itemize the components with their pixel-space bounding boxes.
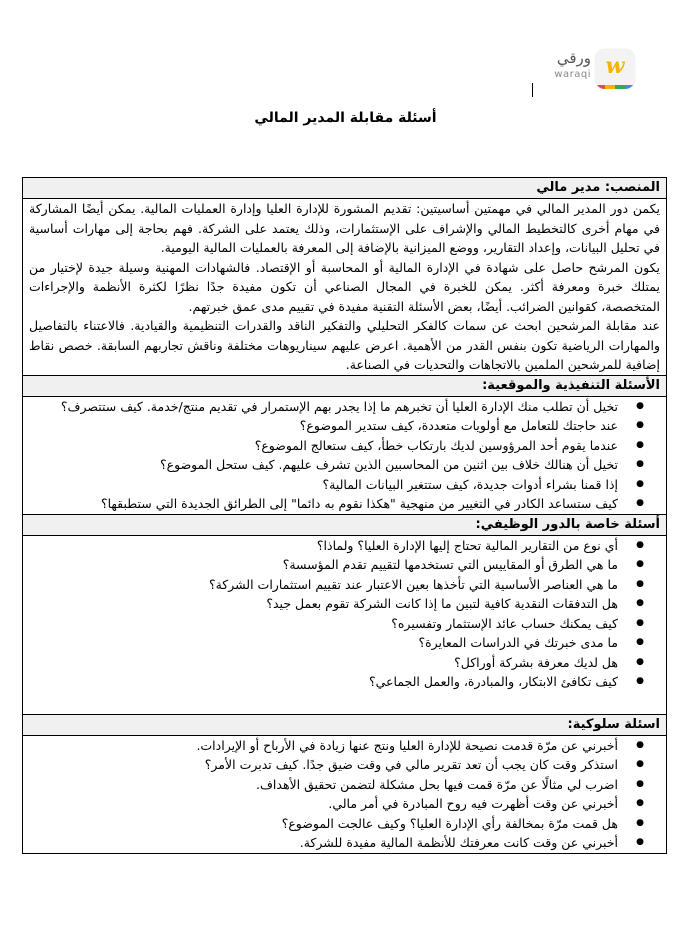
question-item: ● ما هي الطرق أو المقاييس التي تستخدمها لتقييم تقدم المؤسسة؟ bbox=[29, 555, 630, 575]
description-paragraph: يكمن دور المدير المالي في مهمتين أساسيتين: تقديم المشورة للإدارة العليا وإدارة العمليات المالية. يمكن أيضًا المشاركة في مهام أخرى كالتخطيط المالي والإشراف على الإستثمارات، وذلك يعتمد على الشركة. فهم بحاجة إلى مهارات أساسية في تحليل البيانات، وإعداد التقارير، ووضع الميزانية بالإضافة إلى المعرفة بالعمليات المالية اليومية. bbox=[29, 201, 660, 255]
question-list bbox=[29, 536, 660, 692]
section-body-situational bbox=[23, 396, 667, 514]
question-item: ● هل لديك معرفة بشركة أوراكل؟ bbox=[29, 653, 630, 673]
logo-letter: w bbox=[605, 53, 625, 79]
question-item: ● عندما يقوم أحد المرؤوسين لديك بارتكاب خطأ، كيف ستعالج الموضوع؟ bbox=[29, 436, 630, 456]
question-item: ● هل التدفقات النقدية كافية لتبين ما إذا كانت الشركة تقوم بعمل جيد؟ bbox=[29, 594, 630, 614]
question-item: ● أخبرني عن مرّة قدمت نصيحة للإدارة العليا ونتج عنها زيادة في الأرباح أو الإيرادات. bbox=[29, 736, 630, 756]
logo-name-arabic: ورقي bbox=[556, 49, 591, 67]
question-item: ● هل قمت مرّة بمخالفة رأي الإدارة العليا؟ وكيف عالجت الموضوع؟ bbox=[29, 814, 630, 834]
logo-color-bar bbox=[595, 85, 635, 89]
spacer bbox=[29, 692, 660, 714]
section-header-role-specific: أسئلة خاصة بالدور الوظيفي: bbox=[23, 514, 667, 535]
question-item: ● أخبرني عن وقت كانت معرفتك للأنظمة المالية مفيدة للشركة. bbox=[29, 833, 630, 853]
question-item: ● استذكر وقت كان يجب أن تعد تقرير مالي في وقت ضيق جدًا. كيف تدبرت الأمر؟ bbox=[29, 755, 630, 775]
question-item: ● إذا قمنا بشراء أدوات جديدة، كيف ستتغير البيانات المالية؟ bbox=[29, 475, 630, 495]
question-item: ● كيف تكافئ الابتكار، والمبادرة، والعمل الجماعي؟ bbox=[29, 672, 630, 692]
description-paragraph: يكون المرشح حاصل على شهادة في الإدارة المالية أو المحاسبة أو الإقتصاد. فالشهادات المهنية وسيلة جيدة لإختيار من يمتلك خبرة ومعرفة أكثر. يمكن للخبرة في المجال الصناعي أن تكون مفيدة جدًا نظرًا لكثرة الأنظمة والإجراءات المتخصصة، كقوانين الضرائب. أيضًا، بعض الأسئلة التقنية مفيدة في تقييم مدى عمق خبرتهم. bbox=[29, 259, 660, 314]
document-title: أسئلة مقابلة المدير المالي bbox=[254, 110, 437, 126]
description-paragraph: عند مقابلة المرشحين ابحث عن سمات كالفكر التحليلي والتفكير الناقد والقدرات التنظيمية والقيادية. فالاعتناء بالتفاصيل والمهارات الرياضية تكون بنفس القدر من الأهمية. اعرض عليهم سيناريوهات مختلفة وناقش تجاربهم السابقة. خصص نقاط إضافية للمرشحين الملمين بالاتجاهات والتحديات في الصناعة. bbox=[29, 318, 660, 372]
question-list bbox=[29, 397, 660, 514]
logo-name-english: waraqi bbox=[554, 69, 591, 80]
position-header: المنصب: مدير مالي bbox=[23, 178, 667, 199]
question-item: ● عند حاجتك للتعامل مع أولويات متعددة، كيف ستدير الموضوع؟ bbox=[29, 416, 630, 436]
section-body-role-specific bbox=[23, 535, 667, 714]
question-item: ● ما هي العناصر الأساسية التي تأخذها بعين الاعتبار عند تقييم استثمارات الشركة؟ bbox=[29, 575, 630, 595]
question-item: ● كيف ستساعد الكادر في التغيير من منهجية "هكذا نقوم به دائما" إلى الطرائق الجديدة التي ستطبقها؟ bbox=[29, 494, 630, 514]
section-body-behavioral bbox=[23, 735, 667, 853]
question-list bbox=[29, 736, 660, 853]
question-item: ● أخبرني عن وقت أظهرت فيه روح المبادرة في أمر مالي. bbox=[29, 794, 630, 814]
question-item: ● تخيل أن تطلب منك الإدارة العليا أن تخبرهم ما إذا يجدر بهم الإستمرار في تقديم منتج/خدمة. كيف ستتصرف؟ bbox=[29, 397, 630, 417]
text-cursor bbox=[532, 83, 533, 97]
waraqi-app-icon bbox=[595, 49, 635, 89]
section-header-situational: الأسئلة التنفيذية والموقعية: bbox=[23, 375, 667, 396]
interview-questions-table bbox=[22, 177, 667, 854]
question-item: ● ما مدى خبرتك في الدراسات المعايرة؟ bbox=[29, 633, 630, 653]
section-header-behavioral: اسئلة سلوكية: bbox=[23, 714, 667, 735]
question-item: ● أي نوع من التقارير المالية تحتاج إليها الإدارة العليا؟ ولماذا؟ bbox=[29, 536, 630, 556]
waraqi-logo bbox=[535, 47, 675, 97]
question-item: ● تخيل أن هنالك خلاف بين اثنين من المحاسبين الذين تشرف عليهم. كيف ستحل الموضوع؟ bbox=[29, 455, 630, 475]
question-item: ● كيف يمكنك حساب عائد الإستثمار وتفسيره؟ bbox=[29, 614, 630, 634]
question-item: ● اضرب لي مثالًا عن مرّة قمت فيها بحل مشكلة لتضمن تحقيق الأهداف. bbox=[29, 775, 630, 795]
role-description bbox=[23, 199, 667, 376]
